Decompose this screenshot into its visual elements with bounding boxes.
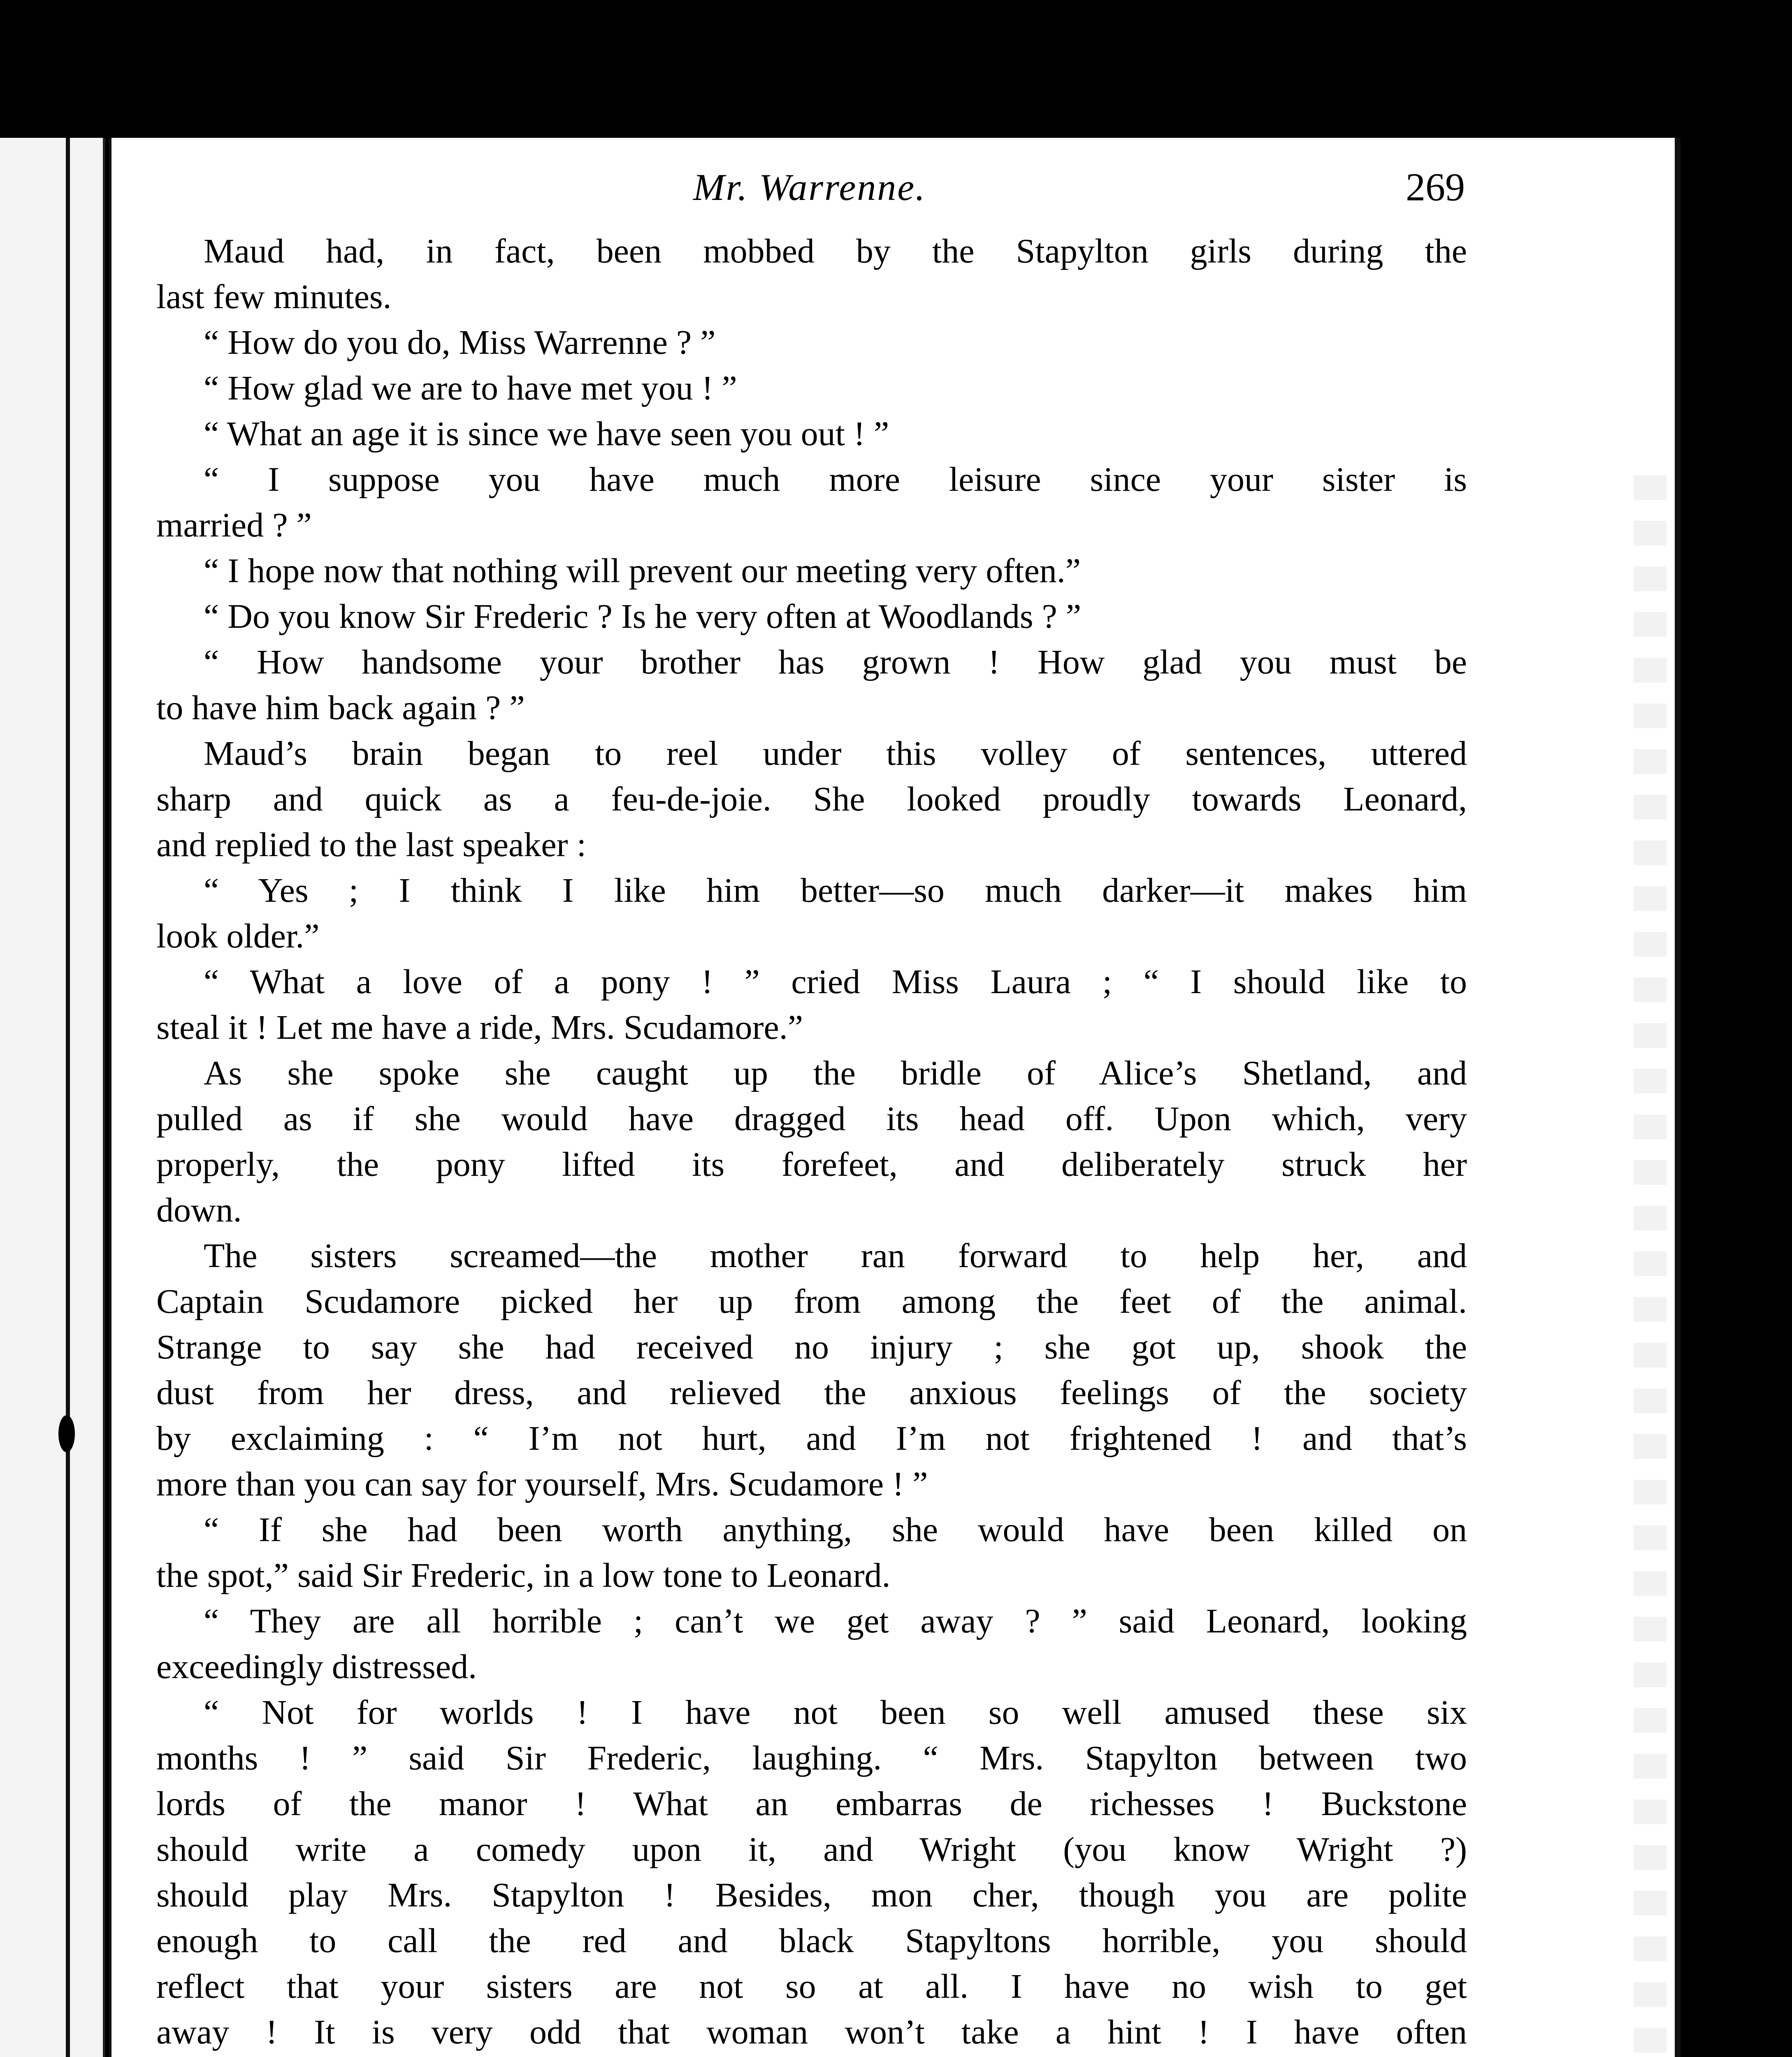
text-line: to have him back again ? ” (156, 689, 525, 727)
text-line: steal it ! Let me have a ride, Mrs. Scudamore.” (156, 1008, 803, 1047)
text-line: dust from her dress, and relieved the anxious feelings of the society (156, 1374, 1467, 1412)
text-line: Maud’s brain began to reel under this volley of sentences, uttered (204, 734, 1467, 773)
text-line: Maud had, in fact, been mobbed by the Stapylton girls during the (204, 232, 1467, 270)
text-line: As she spoke she caught up the bridle of Alice’s Shetland, and (204, 1054, 1467, 1092)
text-line (156, 2055, 1467, 2057)
text-line: Captain Scudamore picked her up from among the feet of the animal. (156, 1282, 1467, 1321)
text-line: more than you can say for yourself, Mrs. Scudamore ! ” (156, 1465, 928, 1503)
text-line: should write a comedy upon it, and Wright (you know Wright ?) (156, 1830, 1467, 1869)
text-line: “ What a love of a pony ! ” cried Miss Laura ; “ I should like to (204, 963, 1467, 1001)
running-head (154, 154, 1465, 220)
text-line: enough to call the red and black Stapyltons horrible, you should (156, 1922, 1467, 1960)
text-line: by exclaiming : “ I’m not hurt, and I’m not frightened ! and that’s (156, 1419, 1467, 1458)
text-line: “ What an age it is since we have seen you out ! ” (204, 415, 889, 453)
text-line: “ I suppose you have much more leisure since your sister is (204, 460, 1467, 499)
text-line: “ Yes ; I think I like him better—so much darker—it makes him (204, 871, 1467, 910)
text-line: sharp and quick as a feu-de-joie. She looked proudly towards Leonard, (156, 780, 1467, 818)
text-line: “ They are all horrible ; can’t we get away ? ” said Leonard, looking (204, 1602, 1467, 1640)
text-line: pulled as if she would have dragged its head off. Upon which, very (156, 1100, 1467, 1138)
book-spine (66, 138, 70, 2057)
text-line: “ How handsome your brother has grown ! How glad you must be (204, 643, 1467, 681)
text-line: “ How glad we are to have met you ! ” (204, 369, 737, 407)
chapter-title: Mr. Warrenne. (693, 166, 926, 208)
page-number: 269 (1406, 165, 1465, 209)
text-line: away ! It is very odd that woman won’t take a hint ! I have often (156, 2013, 1467, 2051)
text-line: “ If she had been worth anything, she would have been killed on (204, 1511, 1467, 1549)
text-line: reflect that your sisters are not so at all. I have no wish to get (156, 1967, 1467, 2006)
text-line: the spot,” said Sir Frederic, in a low tone to Leonard. (156, 1556, 891, 1595)
left-page-edge (0, 138, 105, 2057)
text-line: married ? ” (156, 506, 312, 544)
text-line: down. (156, 1191, 242, 1229)
text-line: last few minutes. (156, 278, 392, 316)
text-line: look older.” (156, 917, 320, 955)
text-line: properly, the pony lifted its forefeet, and deliberately struck her (156, 1145, 1467, 1184)
text-line: The sisters screamed—the mother ran forward to help her, and (204, 1237, 1467, 1275)
text-line: Strange to say she had received no injury ; she got up, shook the (156, 1328, 1467, 1366)
text-line: “ Do you know Sir Frederic ? Is he very often at Woodlands ? ” (204, 597, 1082, 636)
text-line: “ Not for worlds ! I have not been so well amused these six (204, 1693, 1467, 1732)
text-line: and replied to the last speaker : (156, 826, 586, 864)
body-text (156, 228, 1467, 2057)
show-through-text (1634, 475, 1667, 2057)
text-line: months ! ” said Sir Frederic, laughing. “ Mrs. Stapylton between two (156, 1739, 1467, 1777)
spine-mark (58, 1415, 75, 1452)
text-line: exceedingly distressed. (156, 1648, 477, 1686)
text-line: lords of the manor ! What an embarras de richesses ! Buckstone (156, 1785, 1467, 1823)
text-line: “ How do you do, Miss Warrenne ? ” (204, 323, 716, 362)
text-line: should play Mrs. Stapylton ! Besides, mon cher, though you are polite (156, 1876, 1467, 1914)
text-line: “ I hope now that nothing will prevent our meeting very often.” (204, 552, 1081, 590)
